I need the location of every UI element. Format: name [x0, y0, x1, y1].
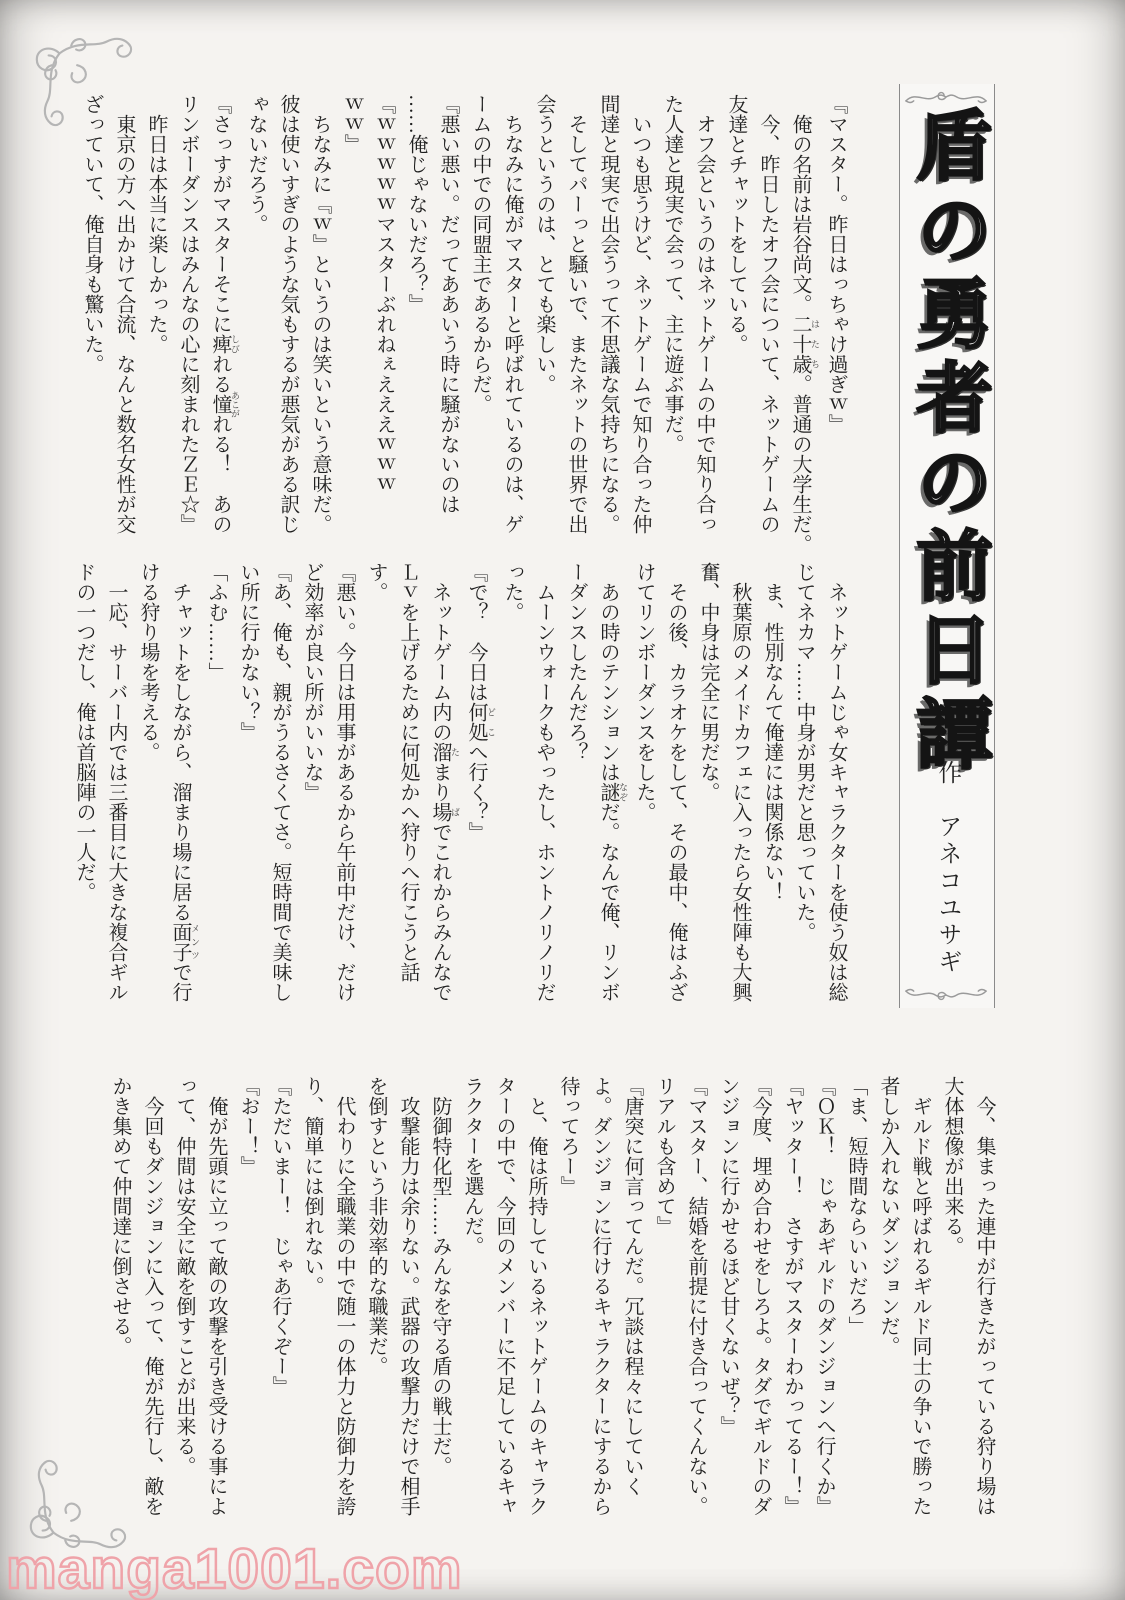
text-column: 会うというのは、とても楽しい。 [533, 94, 555, 394]
text-column: よ。ダンジョンに行けるキャラクターにするから [589, 1076, 611, 1516]
text-column: 『マスター、結婚を前提に付き合ってくんない。 [685, 1076, 707, 1516]
text-column: 攻撃能力は余りない。武器の攻撃力だけで相手 [397, 1076, 419, 1516]
text-column: 『今度、埋め合わせをしろよ。タダでギルドのダ [749, 1076, 771, 1516]
text-column: 『あ、俺も、親がうるさくてさ。短時間で美味し [269, 562, 291, 1002]
text-column: 『ヤッター！ さすがマスターわかってるー！』 [781, 1076, 803, 1516]
text-column: 『さっすがマスターそこに痺 しびれる憧 あこがれる！ あの [209, 94, 240, 534]
text-column: 「ま、短時間ならいいだろ」 [845, 1076, 867, 1336]
text-column: 『ｗｗｗｗｗマスターぶれねぇえええｗｗｗ [373, 94, 395, 494]
text-column: い所に行かない？』 [237, 562, 259, 742]
text-column: 『ＯＫ！ じゃあギルドのダンジョンへ行くか』 [813, 1076, 835, 1516]
text-column: 昨日は本当に楽しかった。 [145, 94, 167, 354]
text-column: ちなみに『ｗ』というのは笑いという意味だ。 [309, 94, 331, 534]
text-column: ま、性別なんて俺達には関係ない！ [761, 562, 783, 902]
text-column: 防御特化型……みんなを守る盾の戦士だ。 [429, 1076, 451, 1476]
text-column: 俺が先頭に立って敵の攻撃を引き受ける事によ [205, 1076, 227, 1516]
text-column: ドの一つだし、俺は首脳陣の一人だ。 [73, 562, 95, 902]
text-column: 『ただいまー！ じゃあ行くぞー』 [269, 1076, 291, 1396]
text-column: 今、集まった連中が行きたがっている狩り場は [973, 1076, 995, 1516]
text-column: ギルド戦と呼ばれるギルド同士の争いで勝った [909, 1076, 931, 1516]
text-column: 間達と現実で出会うって不思議な気持ちになる。 [597, 94, 619, 534]
banner-flourish-icon [902, 86, 990, 108]
text-column: 『で？ 今日は何処 どこへ行く？』 [465, 562, 496, 842]
text-column: ンジョンに行かせるほど甘くないぜ？』 [717, 1076, 739, 1436]
novel-title: 盾の勇者の前日譚 [905, 106, 989, 778]
author-credit: 作 アネコユサギ [934, 760, 960, 976]
text-column: ｗｗ』 [341, 94, 363, 154]
text-column: Ｌｖを上げるために何処かへ狩りへ行こうと話 [397, 562, 419, 982]
text-column: った。 [501, 562, 523, 622]
text-column: 『悪い。今日は用事があるから午前中だけ、だけ [333, 562, 355, 1002]
text-column: ける狩り場を考える。 [137, 562, 159, 762]
text-column: リアルも含めて』 [653, 1076, 675, 1236]
text-column: 者しか入れないダンジョンだ。 [877, 1076, 899, 1356]
text-column: 待ってろー』 [557, 1076, 579, 1196]
text-column: を倒すという非効率的な職業だ。 [365, 1076, 387, 1376]
text-column: 一応、サーバー内では三番目に大きな複合ギル [105, 562, 127, 1002]
text-column: かき集めて仲間達に倒させる。 [109, 1076, 131, 1356]
text-column: いつも思うけど、ネットゲームで知り合った仲 [629, 94, 651, 534]
text-column: す。 [365, 562, 387, 602]
text-column: じてネカマ……中身が男だと思っていた。 [793, 562, 815, 942]
text-band-bottom [104, 1076, 1000, 1542]
text-column: 今、昨日したオフ会について、ネットゲームの [757, 94, 779, 534]
text-column: チャットをしながら、溜まり場に居る面子 メンツで行 [169, 562, 200, 1002]
text-column: 秋葉原のメイドカフェに入ったら女性陣も大興 [729, 562, 751, 1002]
text-column: ……俺じゃないだろ？』 [405, 94, 427, 314]
text-column: 今回もダンジョンに入って、俺が先行し、敵を [141, 1076, 163, 1516]
text-column: 彼は使いすぎのような気もするが悪気がある訳じ [277, 94, 299, 534]
text-column: ムーンウォークもやったし、ホントノリノリだ [533, 562, 555, 1002]
text-column: ちなみに俺がマスターと呼ばれているのは、ゲ [501, 94, 523, 534]
text-column: 『マスター。昨日はっちゃけ過ぎｗ』 [825, 94, 847, 434]
text-column: リンボーダンスはみんなの心に刻まれたＺＥ☆』 [177, 94, 199, 534]
text-column: 東京の方へ出かけて合流、なんと数名女性が交 [113, 94, 135, 534]
text-column: ーダンスしたんだろ？ [565, 562, 587, 762]
text-column: り、簡単には倒れない。 [301, 1076, 323, 1296]
text-column: 『唐突に何言ってんだ。冗談は程々にしていく [621, 1076, 643, 1496]
text-column: ームの中での同盟主であるからだ。 [469, 94, 491, 414]
text-column: 「ふむ……」 [205, 562, 227, 682]
text-column: ターの中で、今回のメンバーに不足しているキャ [493, 1076, 515, 1516]
text-column: 奮、中身は完全に男だな。 [697, 562, 719, 802]
text-column: 代わりに全職業の中で随一の体力と防御力を誇 [333, 1076, 355, 1516]
text-column: 大体想像が出来る。 [941, 1076, 963, 1256]
text-band-top [81, 94, 852, 560]
text-column: ど効率が良い所がいいな』 [301, 562, 323, 802]
text-column: 友達とチャットをしている。 [725, 94, 747, 354]
text-column: あの時のテンションは謎 なぞだ。なんで俺、リンボ [597, 562, 628, 1002]
text-column: ゃないだろう。 [245, 94, 267, 234]
text-column: と、俺は所持しているネットゲームのキャラク [525, 1076, 547, 1516]
text-column: 『悪い悪い。だってああいう時に騒がないのは [437, 94, 459, 514]
text-column: ネットゲームじゃ女キャラクターを使う奴は総 [825, 562, 847, 1002]
text-column: た人達と現実で会って、主に遊ぶ事だ。 [661, 94, 683, 454]
text-column: けてリンボーダンスをした。 [633, 562, 655, 822]
text-column: 『おー！』 [237, 1076, 259, 1176]
text-column: そしてパーっと騒いで、またネットの世界で出 [565, 94, 587, 534]
text-column: その後、カラオケをして、その最中、俺はふざ [665, 562, 687, 1002]
text-column: オフ会というのはネットゲームの中で知り合っ [693, 94, 715, 534]
banner-flourish-icon [902, 984, 990, 1006]
text-column: 俺の名前は岩谷尚文。二十歳 はたち。普通の大学生だ。 [789, 94, 820, 554]
text-column: ざっていて、俺自身も驚いた。 [81, 94, 103, 374]
title-banner [899, 84, 995, 1008]
text-column: ラクターを選んだ。 [461, 1076, 483, 1256]
text-column: ネットゲーム内の溜 たまり場 ばでこれからみんなで [429, 562, 460, 1002]
text-band-middle [73, 562, 852, 1028]
watermark: manga1001.com [6, 1537, 463, 1600]
text-column: って、仲間は安全に敵を倒すことが出来る。 [173, 1076, 195, 1476]
